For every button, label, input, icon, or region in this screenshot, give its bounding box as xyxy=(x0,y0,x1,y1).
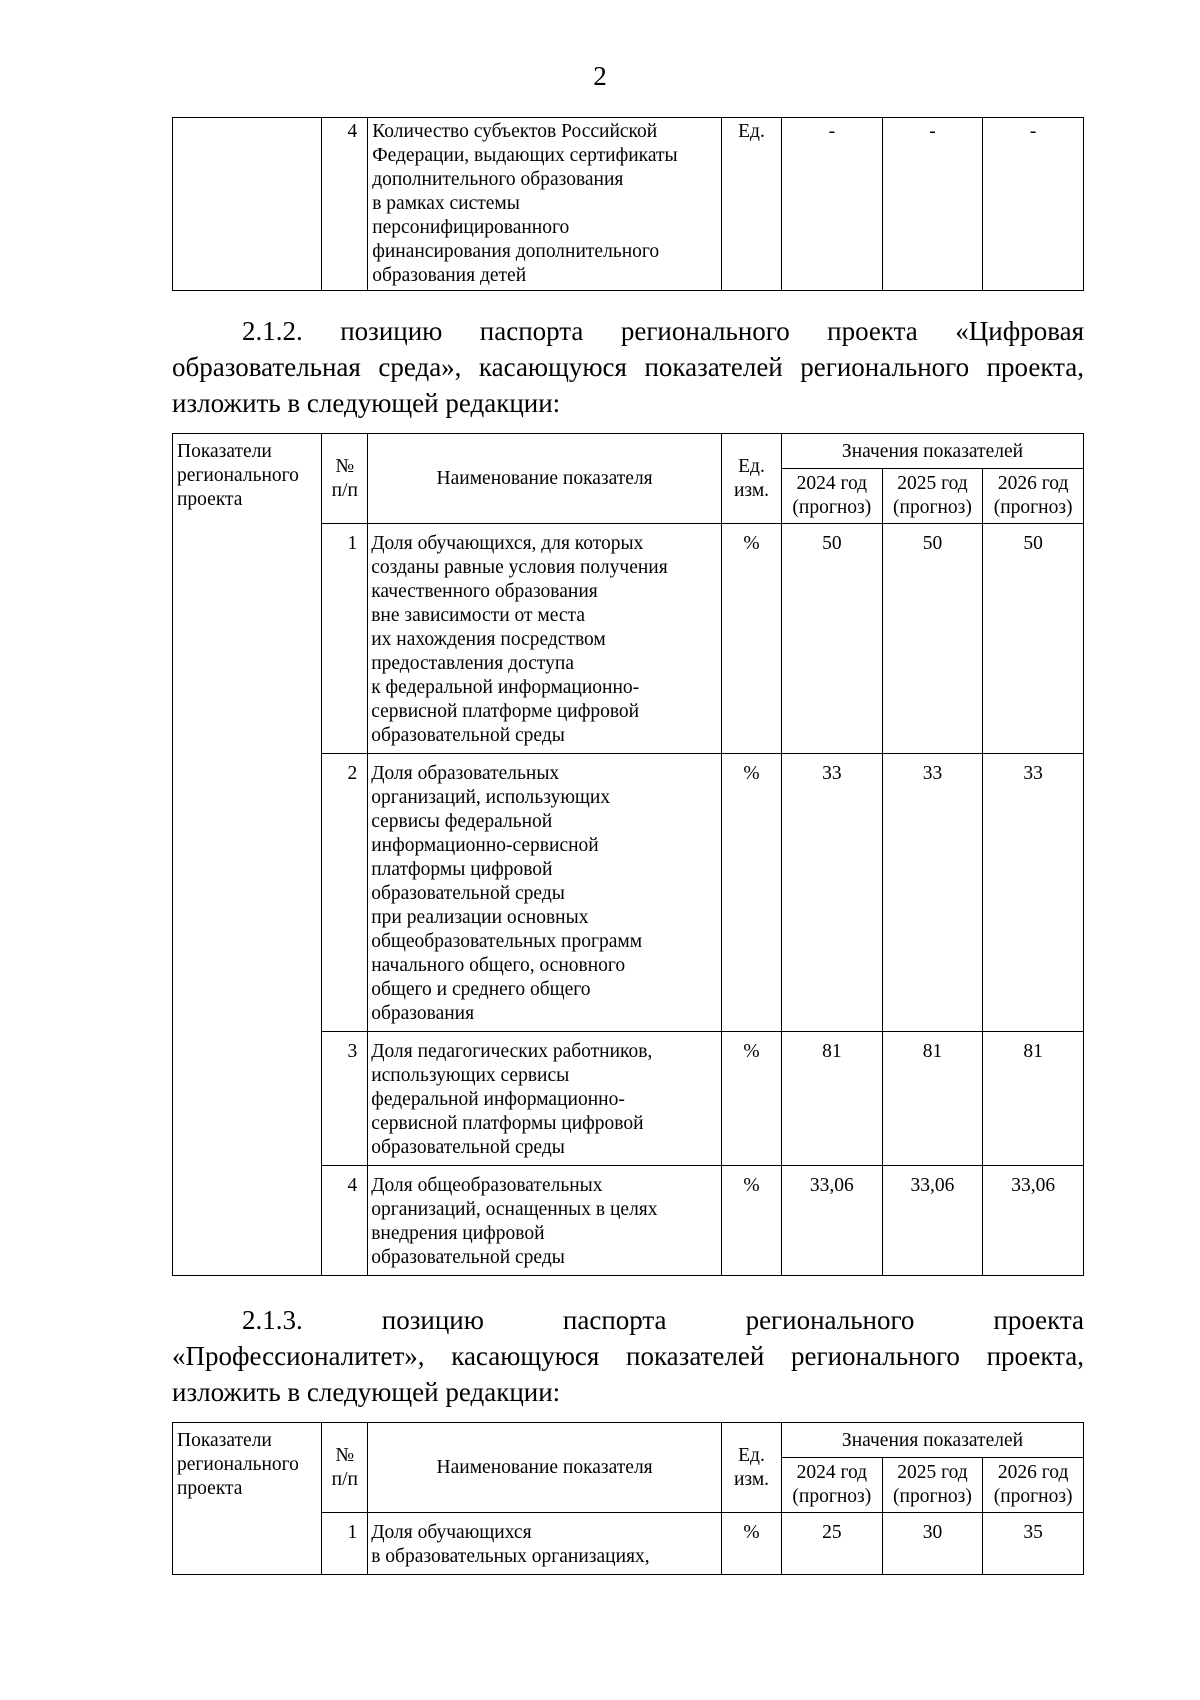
header-2026: 2026 год (прогноз) xyxy=(983,469,1084,524)
value-2025: 30 xyxy=(882,1513,983,1575)
value-2024: - xyxy=(782,118,883,291)
header-num: № п/п xyxy=(322,434,368,524)
value-2025: 33,06 xyxy=(882,1166,983,1276)
indicator-unit: % xyxy=(722,754,782,1032)
value-2026: 50 xyxy=(983,524,1084,754)
value-2026: - xyxy=(983,118,1084,291)
value-2024: 50 xyxy=(782,524,883,754)
header-name: Наименование показателя xyxy=(368,1423,722,1513)
value-2025: 81 xyxy=(882,1032,983,1166)
header-values: Значения показателей xyxy=(782,434,1084,469)
header-indicators: Показатели регионального проекта xyxy=(173,1423,322,1575)
word: регионального xyxy=(745,1305,915,1335)
word: позицию xyxy=(340,316,443,346)
word: паспорта xyxy=(479,316,584,346)
value-2024: 81 xyxy=(782,1032,883,1166)
header-name: Наименование показателя xyxy=(368,434,722,524)
word: регионального xyxy=(620,316,790,346)
table-2-1-2 xyxy=(172,433,1084,1276)
row-number: 4 xyxy=(322,118,368,291)
word: «Цифровая xyxy=(955,316,1084,346)
indicator-name: Доля педагогических работников, использующих сервисы федеральной информационно- сервисной платформы цифровой образовательной среды xyxy=(368,1032,722,1166)
value-2026: 33,06 xyxy=(983,1166,1084,1276)
value-2024: 33 xyxy=(782,754,883,1032)
indicator-name: Доля обучающихся в образовательных организациях, xyxy=(368,1513,722,1575)
clause-number: 2.1.3. xyxy=(242,1305,303,1335)
word: проекта xyxy=(827,316,918,346)
header-2024: 2024 год (прогноз) xyxy=(782,469,883,524)
paragraph-first-line xyxy=(172,1302,1084,1338)
indicator-unit: % xyxy=(722,1032,782,1166)
indicator-name: Доля общеобразовательных организаций, оснащенных в целях внедрения цифровой образовательной среды xyxy=(368,1166,722,1276)
header-2025: 2025 год (прогноз) xyxy=(882,1458,983,1513)
value-2026: 33 xyxy=(983,754,1084,1032)
paragraph-2-1-3 xyxy=(172,1302,1084,1410)
value-2026: 35 xyxy=(983,1513,1084,1575)
value-2024: 25 xyxy=(782,1513,883,1575)
header-unit: Ед. изм. xyxy=(722,434,782,524)
row-number: 1 xyxy=(322,524,368,754)
table-row xyxy=(173,118,1084,291)
word: проекта xyxy=(993,1305,1085,1335)
header-row xyxy=(173,434,1084,469)
indicator-unit: Ед. xyxy=(722,118,782,291)
header-unit: Ед. изм. xyxy=(722,1423,782,1513)
value-2026: 81 xyxy=(983,1032,1084,1166)
indicator-unit: % xyxy=(722,1513,782,1575)
paragraph-rest: «Профессионалитет», касающуюся показателей регионального проекта, изложить в следующей редакции: xyxy=(172,1341,1084,1407)
row-number: 2 xyxy=(322,754,368,1032)
value-2025: - xyxy=(882,118,983,291)
value-2024: 33,06 xyxy=(782,1166,883,1276)
header-indicators: Показатели регионального проекта xyxy=(173,434,322,1276)
row-number: 3 xyxy=(322,1032,368,1166)
header-values: Значения показателей xyxy=(782,1423,1084,1458)
word: позицию xyxy=(381,1305,484,1335)
value-2025: 33 xyxy=(882,754,983,1032)
value-2025: 50 xyxy=(882,524,983,754)
table-2-1-3 xyxy=(172,1422,1084,1575)
indicators-cell xyxy=(173,118,322,291)
header-2025: 2025 год (прогноз) xyxy=(882,469,983,524)
row-number: 1 xyxy=(322,1513,368,1575)
indicator-name: Доля образовательных организаций, использующих сервисы федеральной информационно-сервисной платформы цифровой образовательной среды при реализации основных общеобразовательных программ начального общего, основного общего и среднего общего образования xyxy=(368,754,722,1032)
header-row xyxy=(173,1423,1084,1458)
clause-number: 2.1.2. xyxy=(242,316,303,346)
header-2026: 2026 год (прогноз) xyxy=(983,1458,1084,1513)
header-num: № п/п xyxy=(322,1423,368,1513)
indicator-unit: % xyxy=(722,524,782,754)
table-continuation xyxy=(172,117,1084,291)
header-2024: 2024 год (прогноз) xyxy=(782,1458,883,1513)
indicator-unit: % xyxy=(722,1166,782,1276)
paragraph-rest: образовательная среда», касающуюся показателей регионального проекта, изложить в следующей редакции: xyxy=(172,352,1084,418)
indicator-name: Доля обучающихся, для которых созданы равные условия получения качественного образования вне зависимости от места их нахождения посредством предоставления доступа к федеральной информационно- сервисной платформе цифровой образовательной среды xyxy=(368,524,722,754)
word: паспорта xyxy=(562,1305,667,1335)
paragraph-first-line xyxy=(172,313,1084,349)
indicator-name: Количество субъектов Российской Федерации, выдающих сертификаты дополнительного образования в рамках системы персонифицированного финансирования дополнительного образования детей xyxy=(368,118,722,291)
page-number: 2 xyxy=(593,61,607,91)
paragraph-2-1-2 xyxy=(172,313,1084,421)
row-number: 4 xyxy=(322,1166,368,1276)
